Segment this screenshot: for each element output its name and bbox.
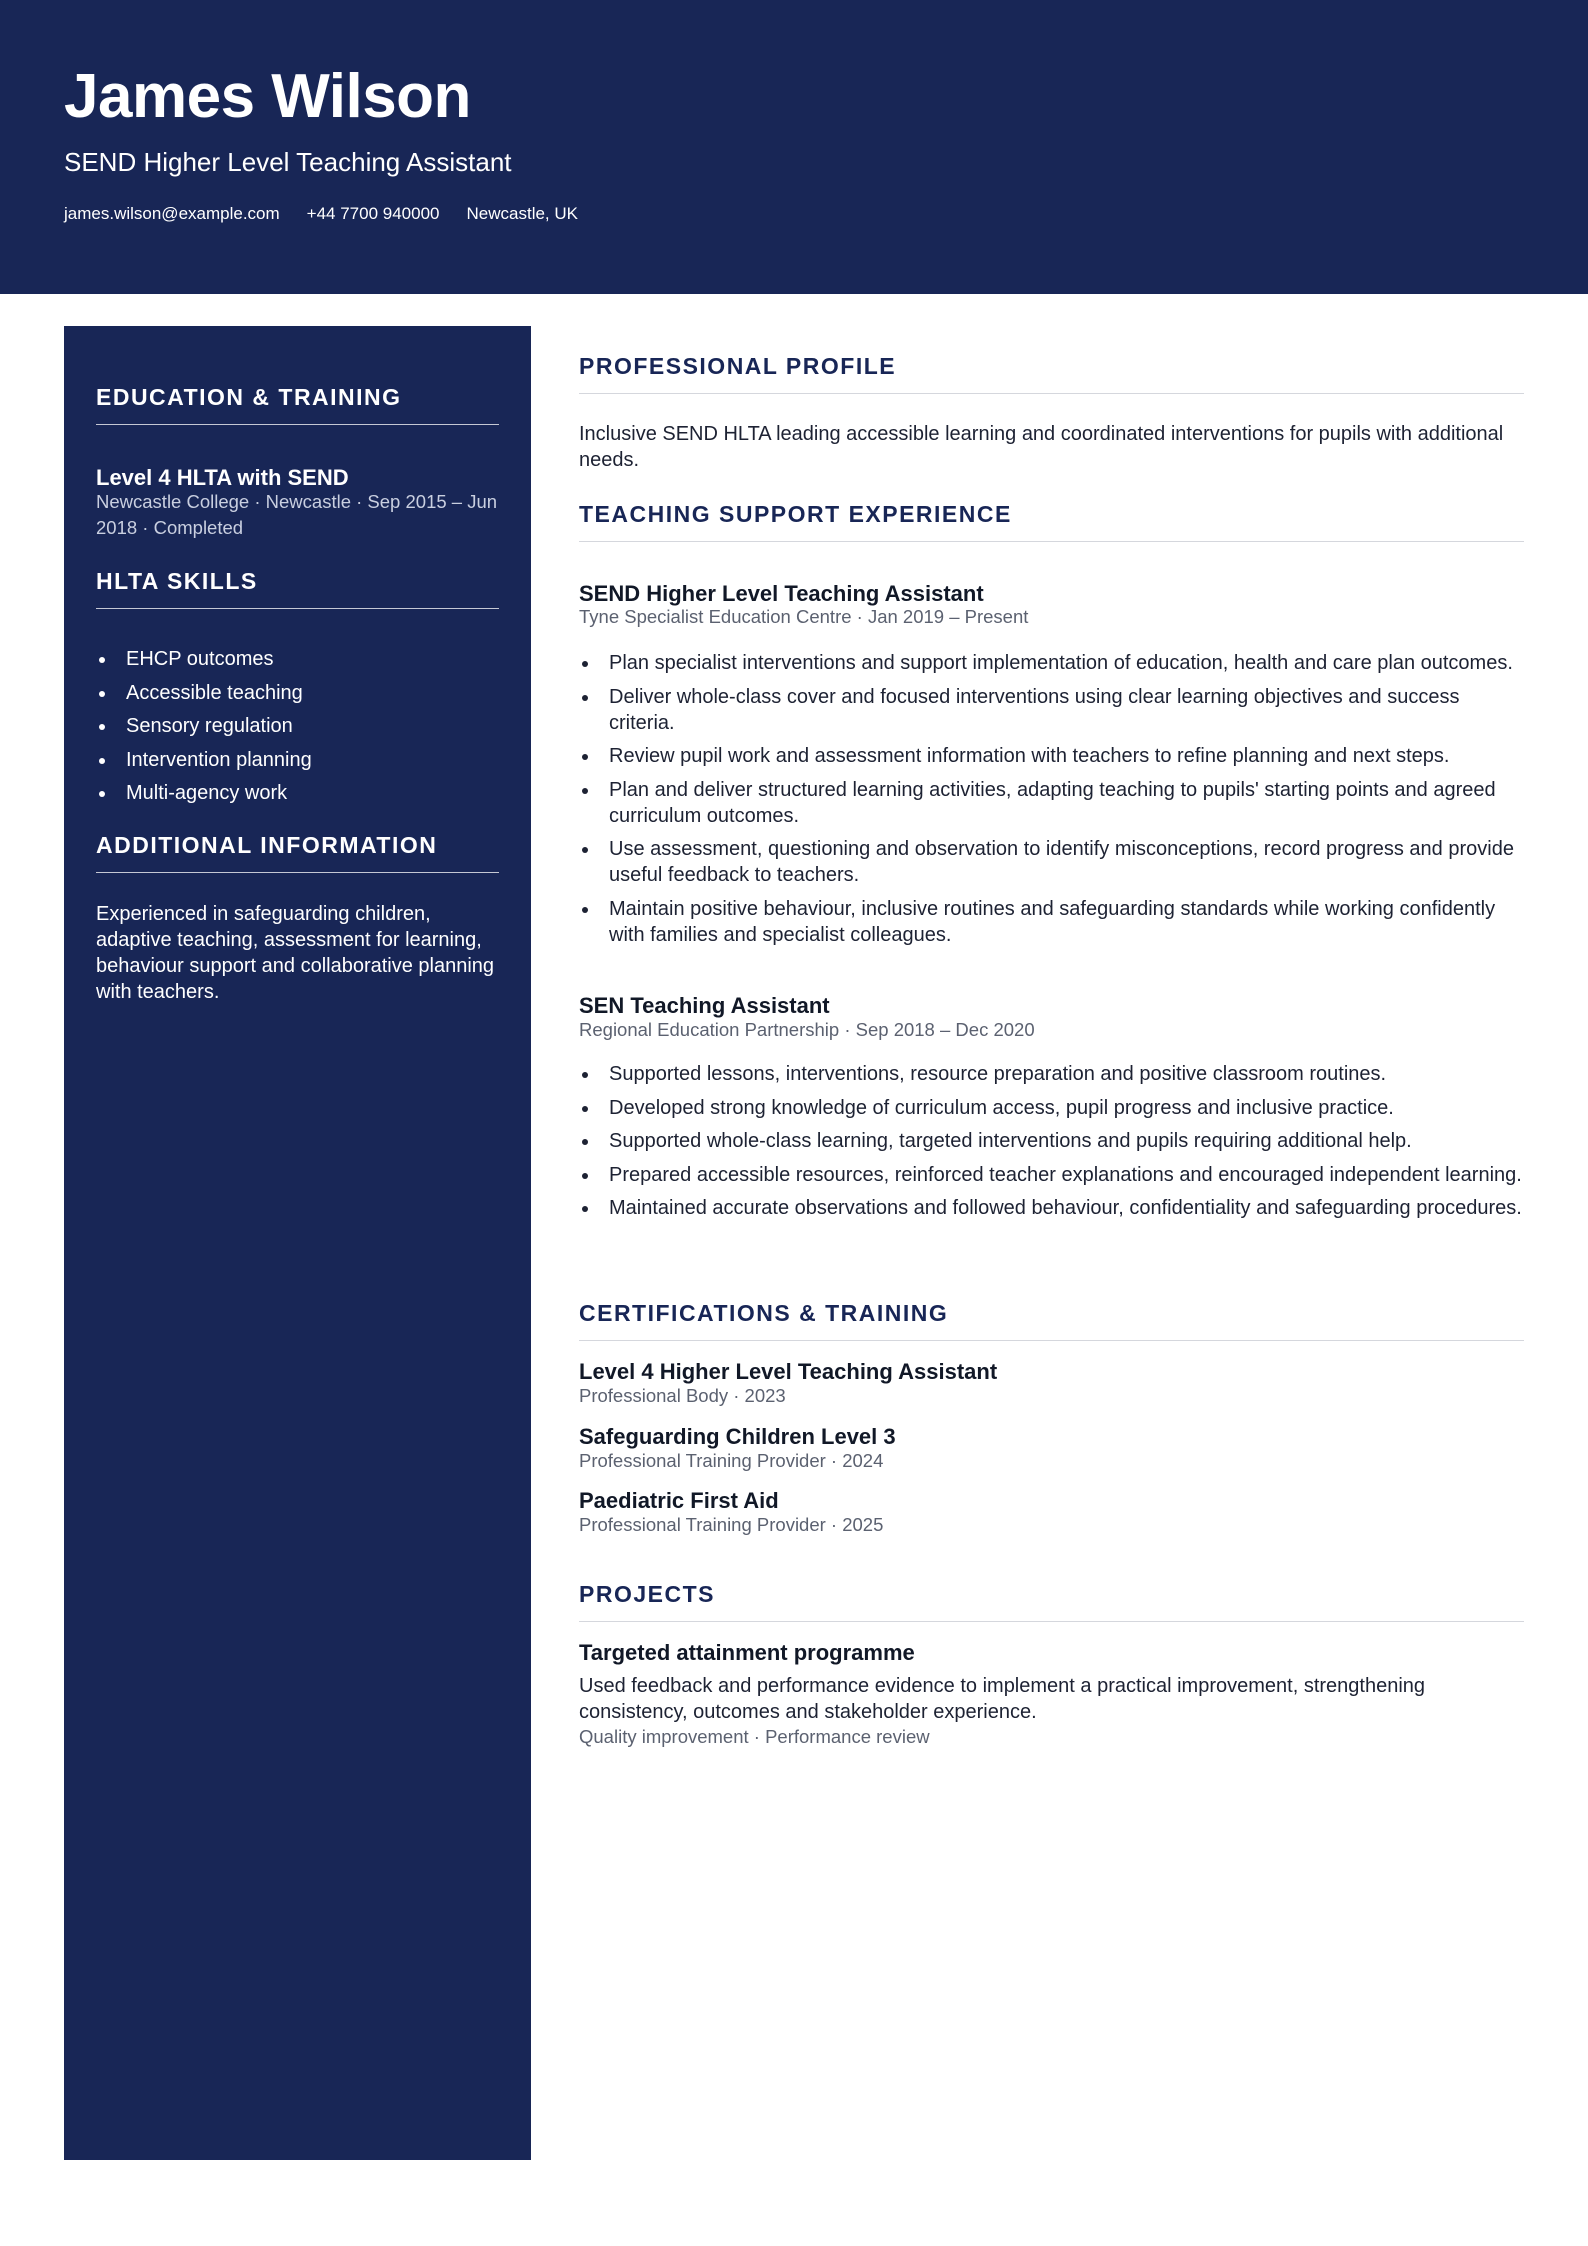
contact-phone: +44 7700 940000 bbox=[306, 204, 440, 223]
profile-text: Inclusive SEND HLTA leading accessible learning and coordinated interventions for pupils with additional needs. bbox=[579, 423, 1504, 471]
list-item: Plan specialist interventions and support implementation of education, health and care plan outcomes. bbox=[579, 650, 1524, 676]
list-item: Supported whole-class learning, targeted interventions and pupils requiring additional help. bbox=[579, 1128, 1524, 1154]
certification-meta: Professional Training Provider · 2025 bbox=[579, 1514, 884, 1535]
experience-heading: TEACHING SUPPORT EXPERIENCE bbox=[579, 499, 1524, 542]
project-meta: Quality improvement · Performance review bbox=[579, 1726, 930, 1747]
certifications-heading: CERTIFICATIONS & TRAINING bbox=[579, 1298, 1524, 1341]
contact-email: james.wilson@example.com bbox=[64, 204, 280, 223]
list-item: Supported lessons, interventions, resource preparation and positive classroom routines. bbox=[579, 1061, 1524, 1087]
additional-info-text: Experienced in safeguarding children, adaptive teaching, assessment for learning, behaviour support and collaborative planning with teachers. bbox=[96, 903, 495, 1003]
job-meta: Regional Education Partnership · Sep 2018 – Dec 2020 bbox=[579, 1019, 1035, 1040]
resume-header bbox=[0, 0, 1588, 294]
additional-info-heading: ADDITIONAL INFORMATION bbox=[96, 830, 499, 873]
projects-heading: PROJECTS bbox=[579, 1579, 1524, 1622]
certification-meta: Professional Training Provider · 2024 bbox=[579, 1450, 884, 1471]
education-heading: EDUCATION & TRAINING bbox=[96, 382, 499, 425]
list-item: Developed strong knowledge of curriculum access, pupil progress and inclusive practice. bbox=[579, 1095, 1524, 1121]
job-bullets bbox=[579, 1061, 1524, 1229]
job-bullets bbox=[579, 650, 1524, 955]
project-title: Targeted attainment programme bbox=[579, 1640, 915, 1665]
list-item: Intervention planning bbox=[96, 744, 312, 778]
candidate-name: James Wilson bbox=[64, 62, 471, 131]
certification-title: Level 4 Higher Level Teaching Assistant bbox=[579, 1359, 998, 1384]
profile-heading: PROFESSIONAL PROFILE bbox=[579, 351, 1524, 394]
job-title: SEN Teaching Assistant bbox=[579, 993, 830, 1018]
education-title: Level 4 HLTA with SEND bbox=[96, 465, 349, 490]
list-item: Review pupil work and assessment information with teachers to refine planning and next steps. bbox=[579, 743, 1524, 769]
list-item: Maintained accurate observations and followed behaviour, confidentiality and safeguarding procedures. bbox=[579, 1195, 1524, 1221]
job-title: SEND Higher Level Teaching Assistant bbox=[579, 581, 984, 606]
project-text: Used feedback and performance evidence to implement a practical improvement, strengthening consistency, outcomes and stakeholder experience. bbox=[579, 1675, 1426, 1723]
list-item: Deliver whole-class cover and focused interventions using clear learning objectives and success criteria. bbox=[579, 684, 1524, 736]
candidate-role: SEND Higher Level Teaching Assistant bbox=[64, 147, 512, 177]
certification-title: Paediatric First Aid bbox=[579, 1488, 779, 1513]
list-item: Sensory regulation bbox=[96, 710, 312, 744]
sidebar bbox=[64, 326, 531, 2160]
list-item: Prepared accessible resources, reinforced teacher explanations and encouraged independent learning. bbox=[579, 1162, 1524, 1188]
skills-list bbox=[96, 643, 312, 811]
contact-line bbox=[64, 203, 578, 225]
list-item: Plan and deliver structured learning activities, adapting teaching to pupils' starting points and agreed curriculum outcomes. bbox=[579, 777, 1524, 829]
skills-heading: HLTA SKILLS bbox=[96, 566, 499, 609]
certification-meta: Professional Body · 2023 bbox=[579, 1385, 786, 1406]
contact-location: Newcastle, UK bbox=[466, 204, 578, 223]
education-meta: Newcastle College · Newcastle · Sep 2015 – Jun 2018 · Completed bbox=[96, 491, 498, 538]
list-item: Use assessment, questioning and observation to identify misconceptions, record progress and provide useful feedback to teachers. bbox=[579, 836, 1524, 888]
certification-title: Safeguarding Children Level 3 bbox=[579, 1424, 896, 1449]
list-item: Maintain positive behaviour, inclusive routines and safeguarding standards while working confidently with families and specialist colleagues. bbox=[579, 896, 1524, 948]
list-item: Accessible teaching bbox=[96, 677, 312, 711]
list-item: Multi-agency work bbox=[96, 777, 312, 811]
job-meta: Tyne Specialist Education Centre · Jan 2019 – Present bbox=[579, 606, 1029, 627]
list-item: EHCP outcomes bbox=[96, 643, 312, 677]
